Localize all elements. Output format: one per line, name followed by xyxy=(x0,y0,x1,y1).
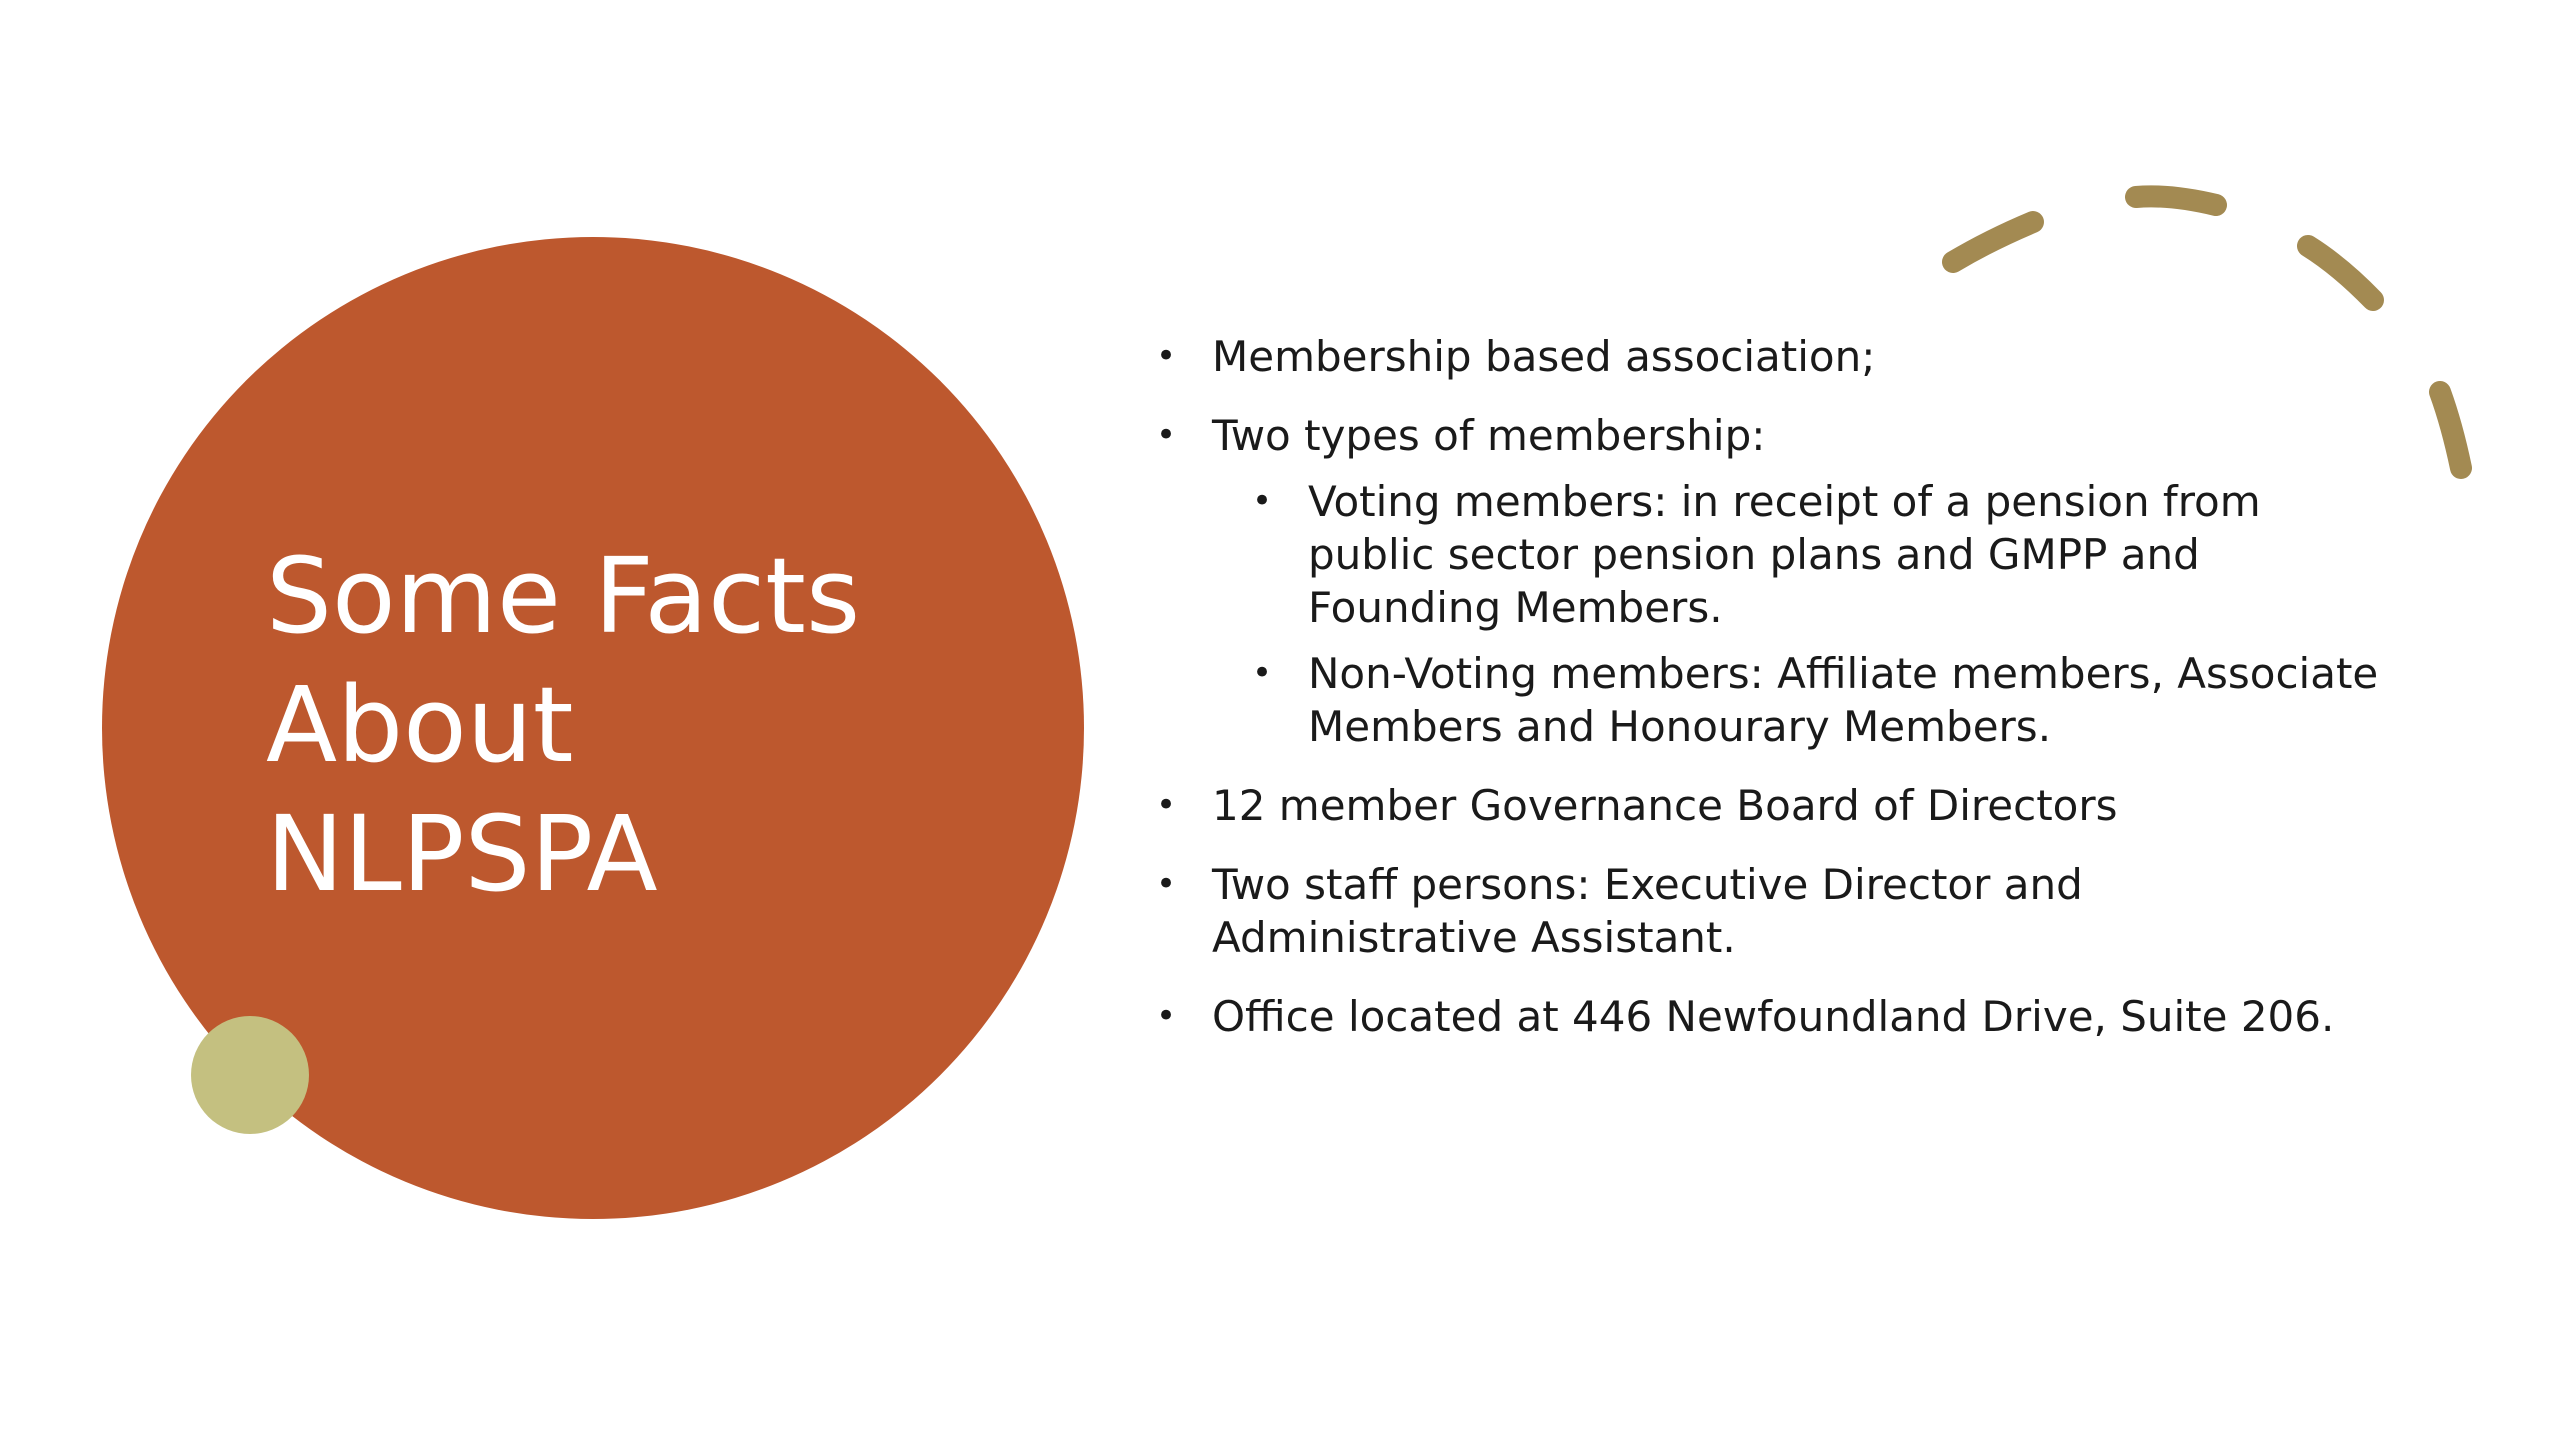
bullet-marker: • xyxy=(1252,481,1273,521)
bullet-text: Two types of membership: xyxy=(1212,411,1766,460)
bullet-item xyxy=(1150,330,2390,383)
sub-bullet-list xyxy=(1212,475,2390,753)
bullet-item xyxy=(1150,779,2390,832)
sub-bullet-text: Voting members: in receipt of a pension from public sector pension plans and GMPP and Founding Members. xyxy=(1308,477,2261,632)
title-line: Some Facts xyxy=(266,535,861,657)
bullet-text: Membership based association; xyxy=(1212,332,1876,381)
sub-bullet-item xyxy=(1246,647,2390,753)
sub-bullet-text: Non-Voting members: Affiliate members, Associate Members and Honourary Members. xyxy=(1308,649,2379,751)
arc-dash xyxy=(1953,222,2033,262)
accent-dot-shape xyxy=(191,1016,309,1134)
bullet-item xyxy=(1150,858,2390,964)
slide-title xyxy=(266,532,986,919)
bullet-marker: • xyxy=(1156,864,1177,904)
arc-dash xyxy=(2440,392,2461,468)
bullet-text: Two staff persons: Executive Director and Administrative Assistant. xyxy=(1212,860,2083,962)
arc-dash xyxy=(2308,246,2373,300)
title-line: NLPSPA xyxy=(266,793,658,915)
bullet-item xyxy=(1150,990,2390,1043)
bullet-marker: • xyxy=(1156,415,1177,455)
arc-dash xyxy=(2136,196,2216,205)
bullet-marker: • xyxy=(1156,336,1177,376)
bullet-marker: • xyxy=(1156,785,1177,825)
bullet-marker: • xyxy=(1252,653,1273,693)
bullet-marker: • xyxy=(1156,996,1177,1036)
bullet-list xyxy=(1150,330,2390,1069)
title-line: About xyxy=(266,664,574,786)
bullet-text: 12 member Governance Board of Directors xyxy=(1212,781,2118,830)
bullet-item xyxy=(1150,409,2390,753)
bullet-text: Office located at 446 Newfoundland Drive, Suite 206. xyxy=(1212,992,2335,1041)
sub-bullet-item xyxy=(1246,475,2390,634)
